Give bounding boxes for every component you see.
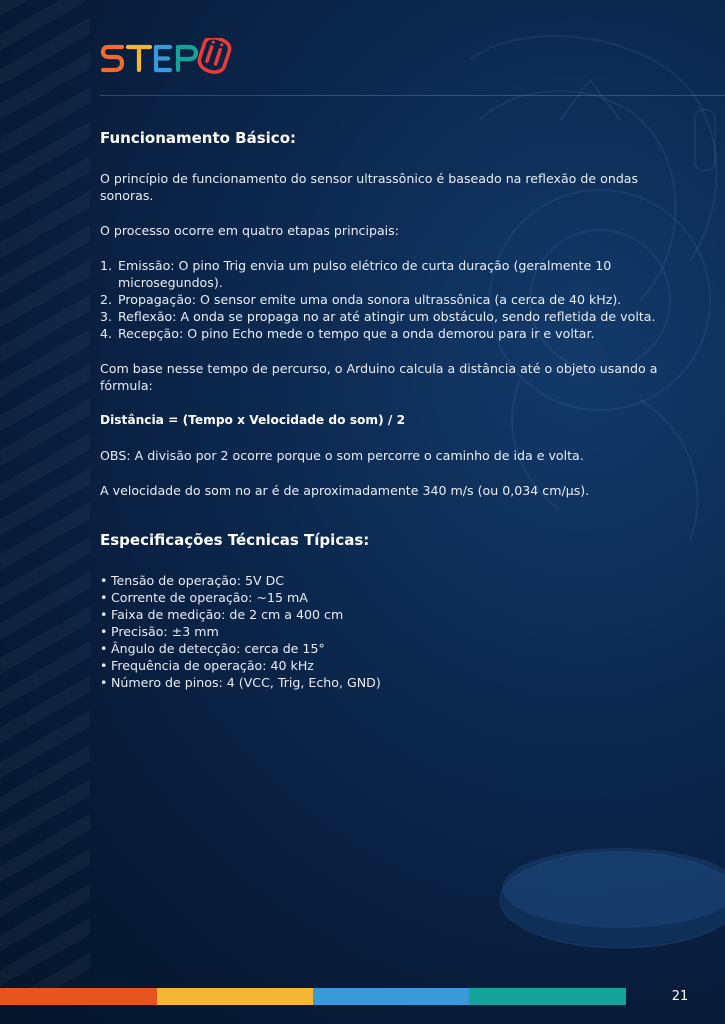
step-logo: [100, 38, 232, 82]
footer-bar-orange: [0, 988, 157, 1005]
list-item: • Corrente de operação: ~15 mA: [100, 590, 308, 605]
calc-paragraph: Com base nesse tempo de percurso, o Arduino calcula a distância até o objeto usando a fórmula:: [100, 361, 658, 393]
list-item: • Precisão: ±3 mm: [100, 624, 219, 639]
section-title-basic: Funcionamento Básico:: [100, 129, 296, 147]
list-item: 4. Recepção: O pino Echo mede o tempo que a onda demorou para ir e voltar.: [100, 326, 595, 341]
specs-list: [100, 572, 660, 691]
obs-paragraph: OBS: A divisão por 2 ocorre porque o som percorre o caminho de ida e volta.: [100, 448, 584, 463]
background-stripes: [0, 0, 90, 1000]
footer-bar-yellow: [157, 988, 313, 1005]
page-content: [100, 130, 660, 691]
steps-list: [100, 257, 660, 342]
list-item: 3. Reflexão: A onda se propaga no ar até atingir um obstáculo, sendo refletida de volta.: [100, 309, 656, 324]
footer-bar-blue: [313, 988, 469, 1005]
list-item: 1. Emissão: O pino Trig envia um pulso elétrico de curta duração (geralmente 10 microsegundos).: [100, 258, 612, 290]
page-number: 21: [671, 989, 689, 1004]
header-divider: [100, 95, 725, 96]
list-item: • Frequência de operação: 40 kHz: [100, 658, 314, 673]
list-item: • Faixa de medição: de 2 cm a 400 cm: [100, 607, 344, 622]
intro-paragraph: O princípio de funcionamento do sensor ultrassônico é baseado na reflexão de ondas sonoras.: [100, 171, 639, 203]
footer-color-bar: [0, 988, 626, 1005]
list-item: • Ângulo de detecção: cerca de 15°: [100, 641, 325, 656]
distance-formula: Distância = (Tempo x Velocidade do som) / 2: [100, 413, 406, 427]
list-item: • Número de pinos: 4 (VCC, Trig, Echo, GND): [100, 675, 381, 690]
list-item: 2. Propagação: O sensor emite uma onda sonora ultrassônica (a cerca de 40 kHz).: [100, 292, 622, 307]
footer-bar-teal: [469, 988, 626, 1005]
speed-paragraph: A velocidade do som no ar é de aproximadamente 340 m/s (ou 0,034 cm/µs).: [100, 483, 590, 498]
process-intro: O processo ocorre em quatro etapas principais:: [100, 223, 399, 238]
section-title-specs: Especificações Técnicas Típicas:: [100, 531, 370, 549]
list-item: • Tensão de operação: 5V DC: [100, 573, 285, 588]
